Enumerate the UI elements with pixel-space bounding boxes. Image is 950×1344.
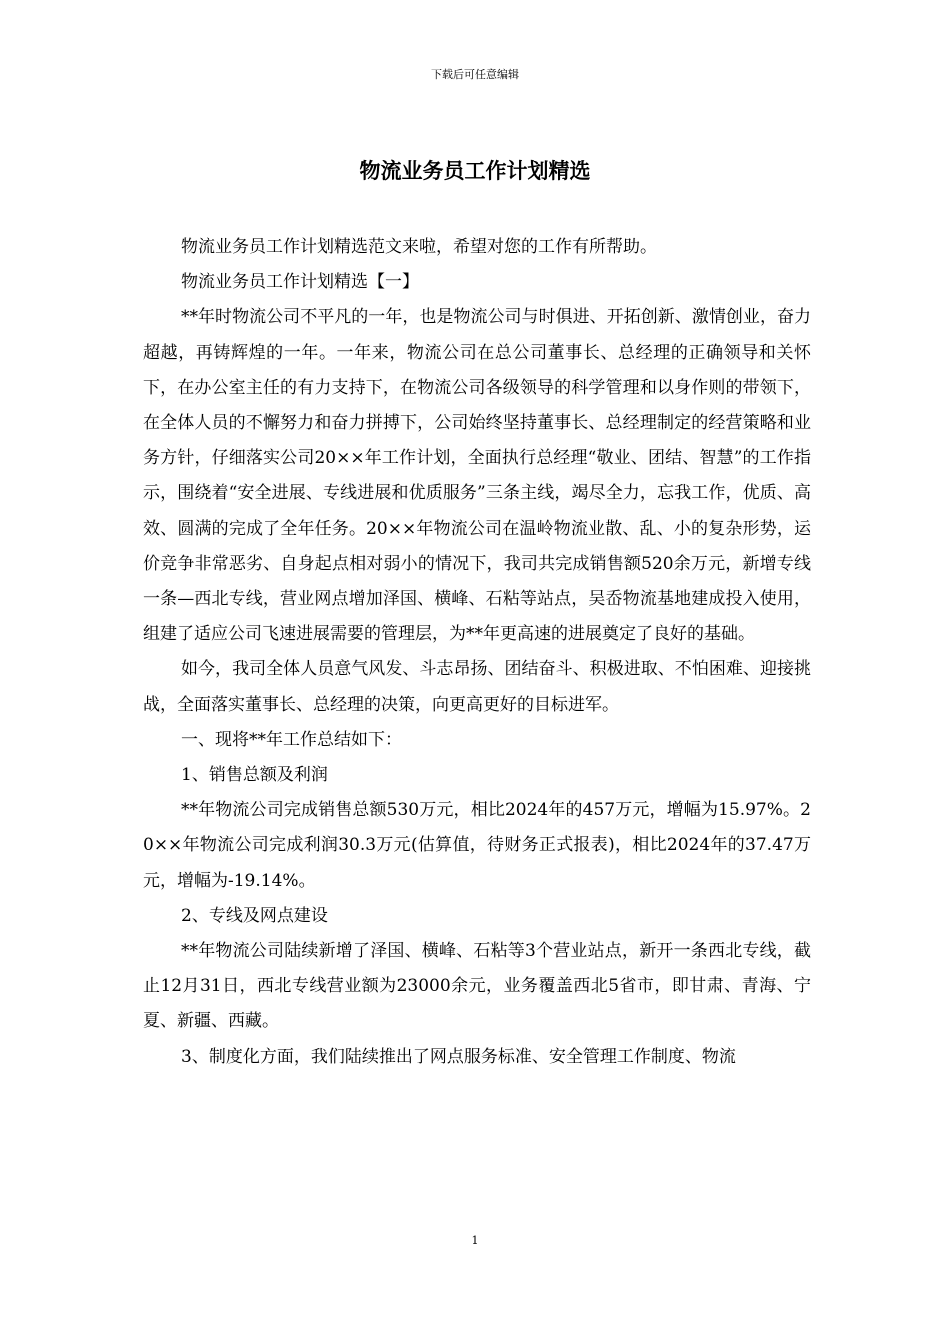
document-body bbox=[143, 230, 811, 1075]
network-heading: 2、专线及网点建设 bbox=[181, 905, 328, 926]
overview-paragraph: **年时物流公司不平凡的一年，也是物流公司与时俱进、开拓创新、激情创业，奋力超越，再铸辉煌的一年。一年来，物流公司在总公司董事长、总经理的正确领导和关怀下，在办公室主任的有力支持下，在物流公司各级领导的科学管理和以身作则的带领下，在全体人员的不懈努力和奋力拼搏下，公司始终坚持董事长、总经理制定的经营策略和业务方针，仔细落实公司20××年工作计划，全面执行总经理“敬业、团结、智慧”的工作指示，围绕着“安全进展、专线进展和优质服务”三条主线，竭尽全力，忘我工作，优质、高效、圆满的完成了全年任务。20××年物流公司在温岭物流业散、乱、小的复杂形势，运价竞争非常恶劣、自身起点相对弱小的情况下，我司共完成销售额520余万元，新增专线一条—西北专线，营业网点增加泽国、横峰、石粘等站点，吴岙物流基地建成投入使用，组建了适应公司飞速进展需要的管理层，为**年更高速的进展奠定了良好的基础。 bbox=[143, 307, 811, 645]
system-paragraph: 3、制度化方面，我们陆续推出了网点服务标准、安全管理工作制度、物流 bbox=[181, 1046, 736, 1067]
page-header: 下载后可任意编辑 bbox=[431, 68, 519, 81]
summary-heading: 一、现将**年工作总结如下： bbox=[181, 729, 402, 750]
document-title: 物流业务员工作计划精选 bbox=[359, 158, 591, 183]
sales-heading: 1、销售总额及利润 bbox=[181, 765, 328, 786]
page-number: 1 bbox=[471, 1234, 479, 1247]
section-heading-one: 物流业务员工作计划精选【一】 bbox=[181, 272, 419, 293]
intro-paragraph: 物流业务员工作计划精选范文来啦，希望对您的工作有所帮助。 bbox=[181, 237, 657, 257]
sales-paragraph: **年物流公司完成销售总额530万元，相比2024年的457万元，增幅为15.97%。20××年物流公司完成利润30.3万元(估算值，待财务正式报表)，相比2024年的37.47万元，增幅为-19.14%。 bbox=[143, 800, 811, 891]
network-paragraph: **年物流公司陆续新增了泽国、横峰、石粘等3个营业站点，新开一条西北专线，截止12月31日，西北专线营业额为23000余元，业务覆盖西北5省市，即甘肃、青海、宁夏、新疆、西藏。 bbox=[143, 941, 811, 1032]
outlook-paragraph: 如今，我司全体人员意气风发、斗志昂扬、团结奋斗、积极进取、不怕困难、迎接挑战，全面落实董事长、总经理的决策，向更高更好的目标进军。 bbox=[143, 659, 811, 715]
